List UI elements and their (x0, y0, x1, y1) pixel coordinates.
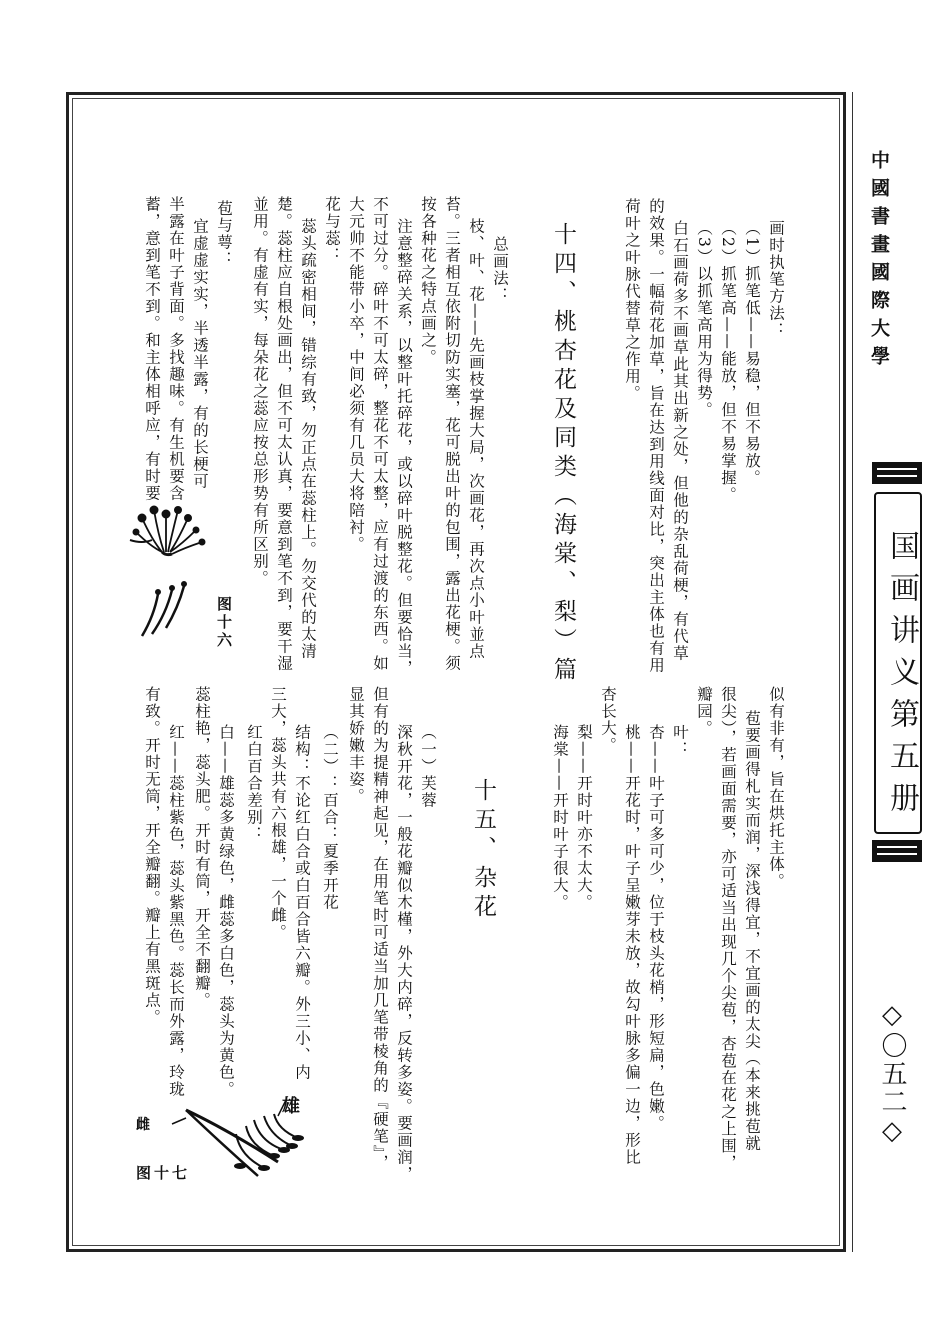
text-column: 三大，蕊头共有六根雄，一个雌。 (269, 686, 287, 941)
text-column: 蓄，意到笔不到。和主体相呼应，有时要 (143, 196, 161, 502)
sidebar-divider (852, 92, 853, 1252)
figure-17-tag-male: 雄 (282, 1096, 300, 1117)
text-column: 梨——开时叶亦不太大。 (575, 724, 593, 911)
text-column: 白——雄蕊多黄绿色，雌蕊多白色，蕊头为黄色。 (217, 724, 235, 1098)
text-column: 注意整碎关系，以整叶托碎花，或以碎叶脱整花。但要恰当， (395, 218, 413, 677)
text-column: 蕊头疏密相间，错综有致，勿正点在蕊柱上。勿交代的太清 (299, 218, 317, 660)
text-column: 杏——叶子可多可少，位于枝头花梢，形短扁，色嫩。 (647, 724, 665, 1132)
text-column: 显其娇嫩丰姿。 (347, 686, 365, 805)
text-column: 半露在叶子背面。多找趣味。有生机要含 (167, 196, 185, 502)
section-heading-14: 十四、桃杏花及同类（海棠、梨）篇 (550, 222, 576, 686)
figure-16-stamen-illustration (122, 500, 212, 650)
section-heading-15: 十五、杂花 (470, 778, 496, 923)
volume-title: 国画讲义第五册 (884, 530, 919, 824)
text-column: （2）抓笔高——能放，但不易掌握。 (719, 220, 737, 504)
text-column: 並用。有虚有实，每朵花之蕊应按总形势有所区别。 (251, 196, 269, 587)
text-column: 苞要画得札实而润，深浅得宜，不宜画的太尖（本来挑苞就 (743, 710, 761, 1152)
text-column: 海棠——开时叶子很大。 (551, 724, 569, 911)
text-column: 画时执笔方法： (767, 220, 785, 339)
volume-title-bar-bottom (872, 840, 922, 862)
text-column: 很尖），若画面需要，亦可适当出现几个尖苞，杏苞在花之上围， (719, 686, 737, 1172)
text-column: 白石画荷多不画草此其出新之处，但他的杂乱荷梗，有代草 (671, 220, 689, 662)
text-column: 结构：不论红白合或白百合皆六瓣。外三小、内 (293, 724, 311, 1081)
text-column: 瓣园。 (695, 686, 713, 737)
figure-16-label: 图十六 (215, 596, 233, 650)
volume-title-bar-top (872, 462, 922, 484)
figure-17-tag-female: 雌 (136, 1117, 150, 1133)
text-column: 但有的为提精神起见，在用笔时可适当加几笔带棱角的『硬笔』， (371, 686, 389, 1172)
text-column: 蕊柱艳，蕊头肥。开时有筒，开全不翻瓣。 (193, 686, 211, 1009)
text-column: 大元帅不能带小卒，中间必须有几员大将陪衬。 (347, 196, 365, 553)
text-column: （一）芙蓉 (419, 724, 437, 809)
text-column: 枝、叶、花——先画枝掌握大局，次画花，再次点小叶並点 (467, 218, 485, 660)
text-column: 楚。蕊柱应自根处画出，但不可太认真，要意到笔不到，要干湿 (275, 196, 293, 672)
university-name: 中國書畫國際大學 (868, 150, 890, 374)
text-column: 叶： (671, 724, 689, 758)
text-column: 宜虚虚实实，半透半露，有的长梗可 (191, 218, 209, 490)
text-column: 杏长大。 (599, 686, 617, 754)
text-column: 有致。开时无筒，开全瓣翻。瓣上有黑斑点。 (143, 686, 161, 1026)
text-column: （1）抓笔低——易稳，但不易放。 (743, 220, 761, 487)
text-column: 苔。三者相互依附切防实塞，花可脱出叶的包围，露出花梗。须 (443, 196, 461, 672)
text-column: 不可过分。碎叶不可太碎，整花不可太整，应有过渡的东西。如 (371, 196, 389, 672)
text-column: 总画法： (491, 236, 509, 304)
page-number: ◇〇五二◇ (877, 1000, 907, 1148)
text-column: 红——蕊柱紫色，蕊头紫黑色。蕊长而外露，玲珑 (167, 724, 185, 1098)
text-column: 荷叶之叶脉代替草之作用。 (623, 198, 641, 402)
text-column: 桃——开花时，叶子呈嫩芽未放，故勾叶脉多偏一边，形比 (623, 724, 641, 1166)
text-column: 的效果。一幅荷花加草，旨在达到用线面对比，突出主体也有用 (647, 198, 665, 674)
text-column: 苞与萼： (215, 200, 233, 268)
text-column: 深秋开花，一般花瓣似木槿，外大内碎，反转多姿。要画润， (395, 724, 413, 1183)
figure-17-label: 图十七 (136, 1164, 191, 1182)
text-column: 红白百合差别： (245, 724, 263, 843)
text-column: （3）以抓笔高用为得势。 (695, 220, 713, 419)
text-column: 按各种花之特点画之。 (419, 196, 437, 366)
text-column: 似有非有，旨在烘托主体。 (767, 686, 785, 890)
text-column: 花与蕊： (323, 196, 341, 264)
text-column: （二）：百合：夏季开花 (321, 724, 339, 911)
